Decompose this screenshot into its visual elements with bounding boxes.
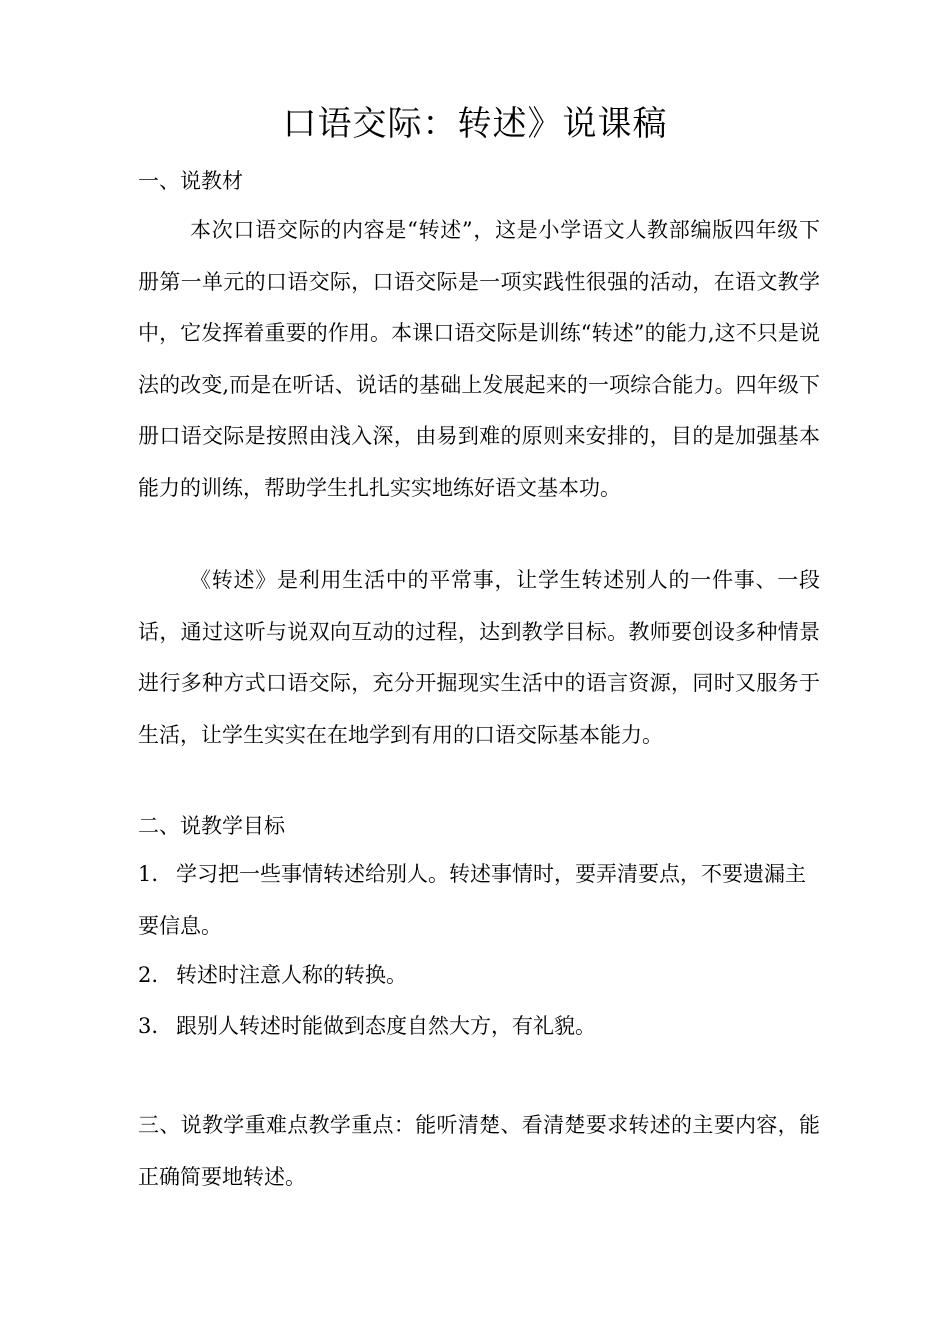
key-points-paragraph: 三、说教学重难点教学重点：能听清楚、看清楚要求转述的主要内容，能正确简要地转述。	[138, 1113, 820, 1189]
section-heading-textbook: 一、说教材	[138, 169, 243, 193]
objective-number: 2.	[138, 963, 159, 987]
objective-item-1	[138, 849, 820, 952]
section-heading-objectives: 二、说教学目标	[138, 814, 285, 838]
textbook-paragraph-1: 本次口语交际的内容是“转述”，这是小学语文人教部编版四年级下册第一单元的口语交际，口语交际是一项实践性很强的活动，在语文教学中，它发挥着重要的作用。本课口语交际是训练“转述”的能力,这不只是说法的改变,而是在听话、说话的基础上发展起来的一项综合能力。四年级下册口语交际是按照由浅入深，由易到难的原则来安排的，目的是加强基本能力的训练，帮助学生扎扎实实地练好语文基本功。	[138, 218, 820, 500]
objective-number: 1.	[138, 862, 159, 886]
document-title: 口语交际：转述》说课稿	[282, 104, 668, 144]
objective-item-3	[138, 1001, 820, 1053]
objective-number: 3.	[138, 1014, 159, 1038]
objective-text: 转述时注意人称的转换。	[176, 963, 407, 987]
objective-item-2	[138, 950, 820, 1002]
objective-text: 跟别人转述时能做到态度自然大方，有礼貌。	[176, 1014, 596, 1038]
objective-text: 学习把一些事情转述给别人。转述事情时，要弄清要点，不要遗漏主要信息。	[138, 862, 806, 938]
textbook-paragraph-2: 《转述》是利用生活中的平常事，让学生转述别人的一件事、一段话，通过这听与说双向互动的过程，达到教学目标。教师要创设多种情景进行多种方式口语交际，充分开掘现实生活中的语言资源，同时又服务于生活，让学生实实在在地学到有用的口语交际基本能力。	[138, 568, 820, 747]
